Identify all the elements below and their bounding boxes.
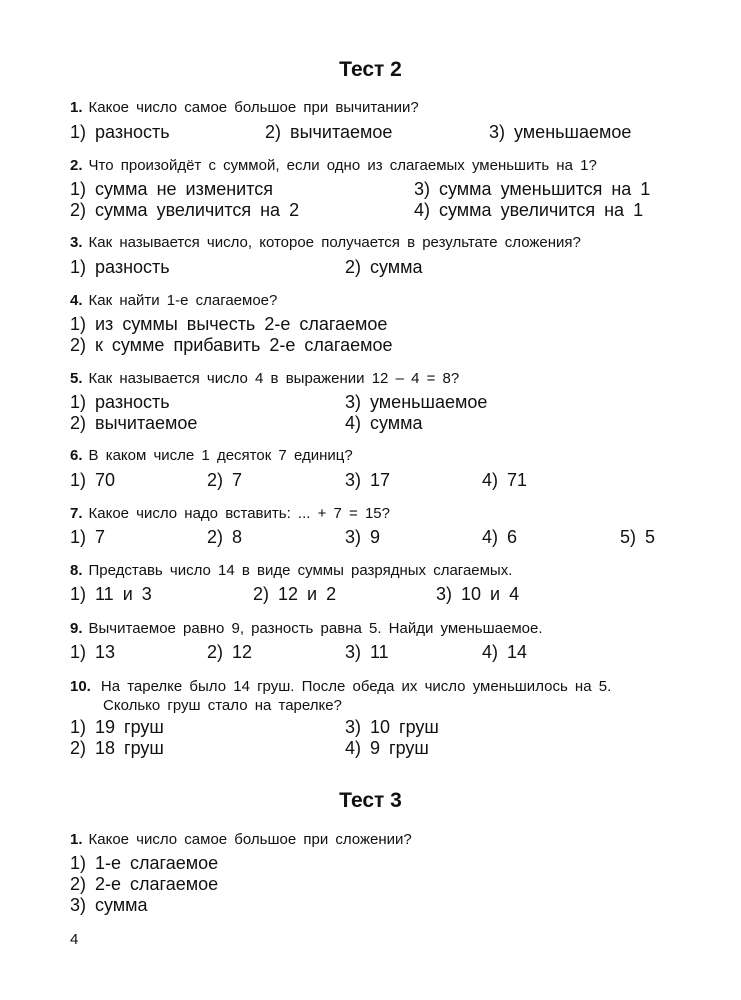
answer-option: 1) 7 bbox=[70, 527, 106, 547]
question-1 bbox=[70, 98, 695, 117]
question-text: Какое число надо вставить: ... + 7 = 15? bbox=[88, 505, 390, 522]
answer-option: 3) уменьшаемое bbox=[489, 122, 632, 142]
answer-option: 1) 19 груш bbox=[70, 717, 164, 737]
answer-option: 2) 12 bbox=[207, 642, 253, 662]
question-7 bbox=[70, 504, 695, 523]
test-2-title: Тест 2 bbox=[339, 58, 402, 81]
answer-option: 4) 71 bbox=[482, 470, 528, 490]
question-text: В каком числе 1 десяток 7 единиц? bbox=[88, 447, 353, 464]
question-text: Как называется число 4 в выражении 12 – 4 = 8? bbox=[88, 370, 460, 387]
question-8 bbox=[70, 561, 695, 580]
question-5 bbox=[70, 369, 695, 388]
answer-option: 4) 14 bbox=[482, 642, 528, 662]
question-text: Вычитаемое равно 9, разность равна 5. Найди уменьшаемое. bbox=[88, 620, 543, 637]
question-number: 7. bbox=[70, 505, 83, 522]
answer-option: 3) 11 bbox=[345, 642, 389, 662]
answer-option: 2) вычитаемое bbox=[265, 122, 393, 142]
question-3 bbox=[70, 233, 695, 252]
answer-option: 4) 6 bbox=[482, 527, 518, 547]
page-number: 4 bbox=[70, 931, 79, 948]
answer-option: 1) 1-е слагаемое bbox=[70, 853, 219, 873]
answer-option: 1) из суммы вычесть 2-е слагаемое bbox=[70, 314, 388, 334]
answer-option: 3) 17 bbox=[345, 470, 391, 490]
answer-option: 4) 9 груш bbox=[345, 738, 429, 758]
question-number: 8. bbox=[70, 562, 83, 579]
answer-option: 3) 9 bbox=[345, 527, 381, 547]
question-text: На тарелке было 14 груш. После обеда их число уменьшилось на 5. bbox=[100, 678, 612, 695]
question-number: 3. bbox=[70, 234, 83, 251]
answer-option: 3) 10 и 4 bbox=[436, 584, 520, 604]
answer-option: 4) сумма увеличится на 1 bbox=[414, 200, 644, 220]
question-number: 4. bbox=[70, 292, 83, 309]
answer-option: 1) 13 bbox=[70, 642, 116, 662]
question-text: Какое число самое большое при вычитании? bbox=[88, 99, 419, 116]
answer-option: 2) 7 bbox=[207, 470, 243, 490]
answer-option: 2) 2-е слагаемое bbox=[70, 874, 219, 894]
question-text-continued: Сколько груш стало на тарелке? bbox=[103, 697, 342, 714]
question-number: 9. bbox=[70, 620, 83, 637]
answer-option: 2) 18 груш bbox=[70, 738, 164, 758]
answer-option: 1) разность bbox=[70, 392, 170, 412]
question-number: 5. bbox=[70, 370, 83, 387]
question-number: 6. bbox=[70, 447, 83, 464]
answer-option: 5) 5 bbox=[620, 527, 656, 547]
test-3-title: Тест 3 bbox=[339, 789, 402, 812]
answer-option: 3) сумма уменьшится на 1 bbox=[414, 179, 651, 199]
question-10 bbox=[70, 677, 695, 715]
answer-option: 1) 11 и 3 bbox=[70, 584, 152, 604]
answer-option: 1) 70 bbox=[70, 470, 116, 490]
answer-option: 4) сумма bbox=[345, 413, 423, 433]
answer-option: 3) сумма bbox=[70, 895, 148, 915]
question-text: Как называется число, которое получается в результате сложения? bbox=[88, 234, 581, 251]
answer-option: 1) разность bbox=[70, 257, 170, 277]
question-text: Как найти 1-е слагаемое? bbox=[88, 292, 278, 309]
answer-option: 2) вычитаемое bbox=[70, 413, 198, 433]
answer-option: 1) разность bbox=[70, 122, 170, 142]
question-1 bbox=[70, 830, 695, 849]
question-number: 1. bbox=[70, 99, 83, 116]
question-2 bbox=[70, 156, 695, 175]
question-number: 2. bbox=[70, 157, 83, 174]
question-text: Какое число самое большое при сложении? bbox=[88, 831, 412, 848]
answer-option: 1) сумма не изменится bbox=[70, 179, 273, 199]
question-number: 10. bbox=[70, 678, 91, 695]
question-4 bbox=[70, 291, 695, 310]
answer-option: 2) 12 и 2 bbox=[253, 584, 337, 604]
answer-option: 2) сумма увеличится на 2 bbox=[70, 200, 300, 220]
question-6 bbox=[70, 446, 695, 465]
answer-option: 3) 10 груш bbox=[345, 717, 439, 737]
question-9 bbox=[70, 619, 695, 638]
answer-option: 2) к сумме прибавить 2-е слагаемое bbox=[70, 335, 393, 355]
question-number: 1. bbox=[70, 831, 83, 848]
answer-option: 2) сумма bbox=[345, 257, 423, 277]
question-text: Представь число 14 в виде суммы разрядных слагаемых. bbox=[88, 562, 513, 579]
question-text: Что произойдёт с суммой, если одно из слагаемых уменьшить на 1? bbox=[88, 157, 597, 174]
answer-option: 2) 8 bbox=[207, 527, 243, 547]
answer-option: 3) уменьшаемое bbox=[345, 392, 488, 412]
